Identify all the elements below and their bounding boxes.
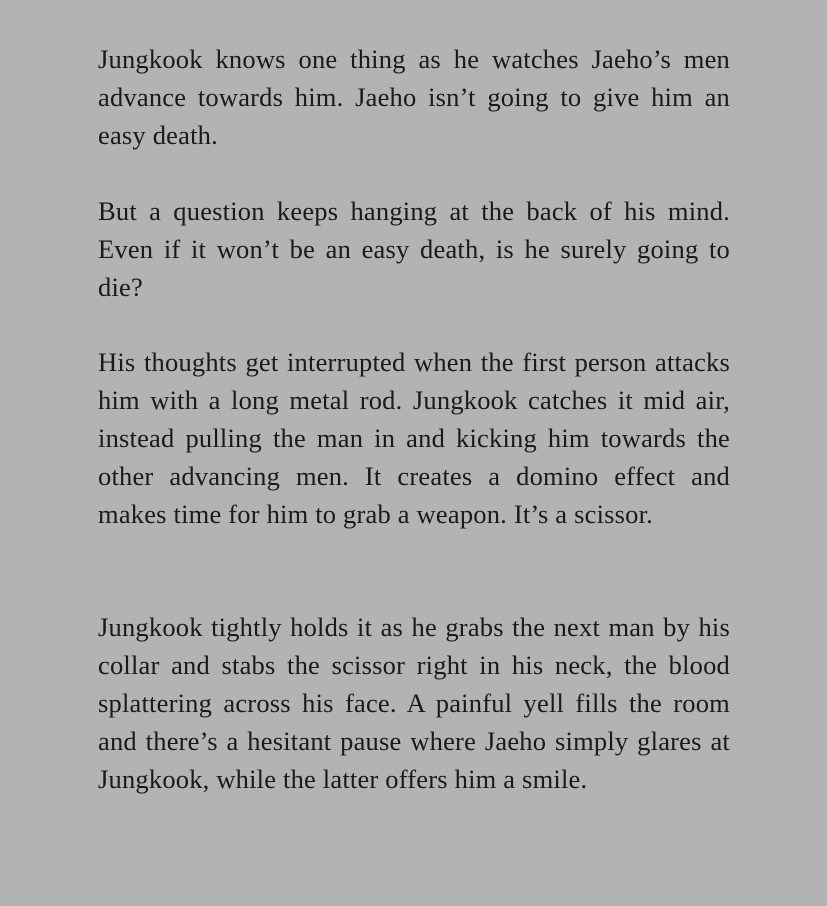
story-paragraph-1: Jungkook knows one thing as he watches Jaeho’s men advance towards him. Jaeho isn’t going to give him an easy death.	[98, 44, 730, 150]
story-paragraph-4: Jungkook tightly holds it as he grabs the next man by his collar and stabs the scissor right in his neck, the blood splattering across his face. A painful yell fills the room and there’s a hesitant pause where Jaeho simply glares at Jungkook, while the latter offers him a smile.	[98, 612, 730, 794]
story-paragraph-2: But a question keeps hanging at the back of his mind. Even if it won’t be an easy death, is he surely going to die?	[98, 196, 730, 302]
story-paragraph-3: His thoughts get interrupted when the first person attacks him with a long metal rod. Jungkook catches it mid air, instead pulling the man in and kicking him towards the other advancing men. It creates a domino effect and makes time for him to grab a weapon. It’s a scissor.	[98, 347, 730, 529]
